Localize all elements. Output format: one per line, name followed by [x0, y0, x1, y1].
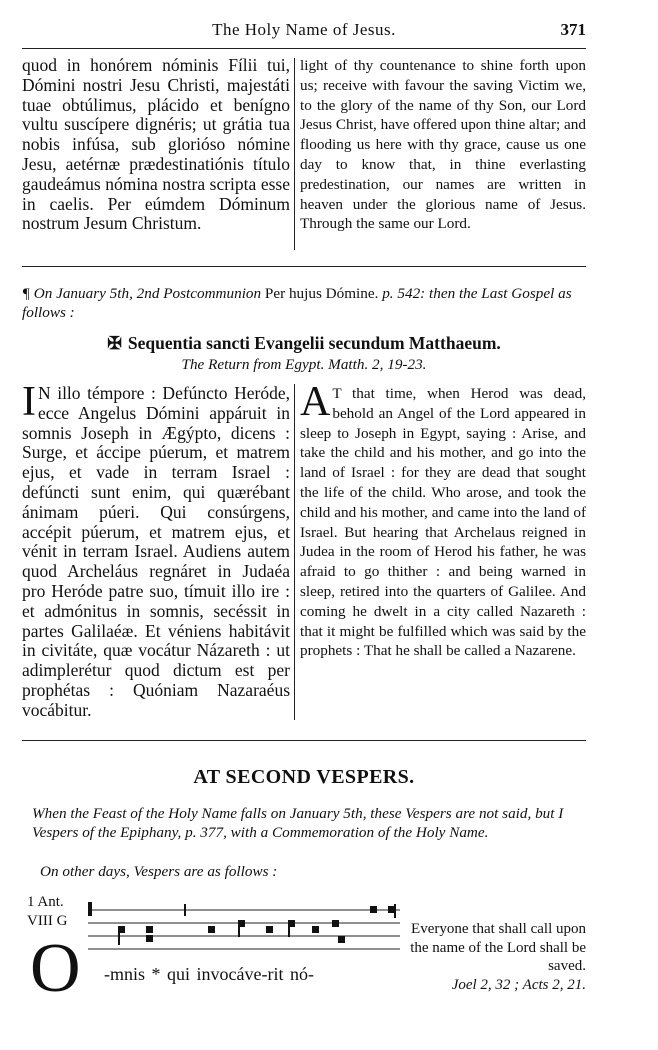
chant-neume	[332, 920, 339, 927]
scripture-reference: Joel 2, 32 ; Acts 2, 21.	[451, 977, 586, 993]
latin-prayer-text: quod in honórem nóminis Fílii tui, Dómini nostri Jesu Christi, majestáti tuae obtúlimus, plácido et benígno vultu suscípere dignéris; ut grátia tua nobis infúsa, sub glorióso nómine Jesu, aetérnæ prædestinatiónis título gaudeámus nómina nostra scripta esse in caelis. Per eúmdem Dóminum nostrum Jesum Christum.	[22, 55, 290, 234]
page-number: 371	[560, 20, 586, 39]
antiphon-translation: Everyone that shall call upon the name of the Lord shall be saved.	[410, 921, 586, 974]
prayer-columns	[22, 56, 586, 252]
chant-neume	[312, 926, 319, 933]
bar-line	[394, 904, 396, 918]
gospel-subheading: The Return from Egypt. Matth. 2, 19-23.	[181, 356, 427, 373]
chant-neume	[146, 935, 153, 942]
chant-neume-stem	[238, 927, 240, 937]
gospel-heading	[22, 333, 586, 354]
antiphon-label: 1 Ant.	[27, 894, 64, 910]
postcommunion-rubric	[22, 284, 586, 322]
gospel-latin-text: N illo témpore : Defúncto Heróde, ecce Angelus Dómini appáruit in somnis Joseph in Ægýpto, dicens : Surge, et áccipe púerum, et matrem ejus, et vade in terram Israel : defúncti sunt enim, qui quærébant ánimam púeri. Qui consúrgens, accépit púerum, et matrem ejus, et vénit in terram Israel. Audiens autem quod Archeláus regnáret in Judaéa pro Heróde patre suo, tímuit illo ire : et admónitus in somnis, secéssit in partes Galilaéæ. Et véniens habitávit in civitáte, quæ vocátur Názareth : ut adimplerétur quod dictum est per prophétas : Quóniam Nazaraéus vocábitur.	[22, 383, 290, 720]
chant-neume	[288, 920, 295, 927]
english-column	[300, 56, 586, 234]
section-rule	[22, 266, 586, 267]
chant-neume	[146, 926, 153, 933]
rubric-page-ref: p. 542:	[382, 285, 426, 302]
english-drop-cap: A	[300, 379, 331, 425]
mode-label: VIII G	[27, 913, 68, 929]
vespers-title: AT SECOND VESPERS.	[193, 766, 415, 788]
rubric-lead: ¶ On January 5th, 2nd Postcommunion	[22, 285, 262, 302]
chant-neume	[118, 926, 125, 933]
gospel-columns	[22, 379, 586, 724]
antiphon-chant	[22, 890, 586, 1007]
rubric-tail: then the Last Gospel as follows :	[22, 285, 572, 321]
clef-mark	[88, 902, 92, 916]
vespers-rubric-2: On other days, Vespers are as follows :	[40, 863, 278, 880]
latin-drop-cap: I	[22, 379, 36, 425]
chant-neume-stem	[288, 927, 290, 937]
chant-staff	[88, 902, 400, 954]
gospel-heading-text: Sequentia sancti Evangelii secundum Matthaeum.	[127, 333, 501, 353]
bar-line	[184, 904, 186, 916]
chant-neume	[266, 926, 273, 933]
antiphon-lyrics: -mnis * qui invocáve-rit nó-	[104, 964, 314, 984]
gospel-english-column	[300, 379, 586, 661]
vespers-rubric: When the Feast of the Holy Name falls on January 5th, these Vespers are not said, but I Vespers of the Epiphany, p. 377, with a Commemoration of the Holy Name.	[32, 805, 564, 841]
chant-neume-stem	[118, 933, 120, 945]
latin-column	[22, 56, 290, 234]
chant-neume	[338, 936, 345, 943]
rubric-incipit: Per hujus Dómine.	[264, 285, 379, 302]
gospel-latin-column	[22, 379, 290, 721]
header-rule	[22, 48, 586, 49]
section-rule	[22, 740, 586, 741]
chant-neume	[208, 926, 215, 933]
gospel-english-text: T that time, when Herod was dead, behold an Angel of the Lord appeared in sleep to Joseph in Egypt, saying : Arise, and take the child and his mother, and go into the land of Israel : for they are dead that sought the life of the child. Who arose, and took the child and his mother, and came into the land of Israel. But hearing that Archelaus reigned in Judea in the room of Herod his father, he was afraid to go thither : and being warned in sleep, retired into the quarters of Galilee. And coming he dwelt in a city called Nazareth : that it might be fulfilled which was said by the prophets : That he shall be called a Nazarene.	[300, 385, 586, 660]
column-divider	[294, 58, 295, 250]
column-divider	[294, 384, 295, 720]
chant-neume	[370, 906, 377, 913]
english-prayer-text: light of thy countenance to shine forth upon us; receive with favour the saving Victim we, to the glory of the name of thy Son, our Lord Jesus Christ, have offered upon thine altar; and flooding us here with thy grace, cause us one day to know that, in thine everlasting predestination, our names are written in heaven under the glorious name of Jesus. Through the same our Lord.	[300, 57, 586, 233]
chant-initial: O	[30, 930, 81, 1007]
chant-neume	[238, 920, 245, 927]
chant-neume	[388, 906, 395, 913]
cross-icon: ✠	[107, 333, 122, 353]
running-title: The Holy Name of Jesus.	[212, 20, 396, 39]
page-header	[22, 20, 586, 46]
